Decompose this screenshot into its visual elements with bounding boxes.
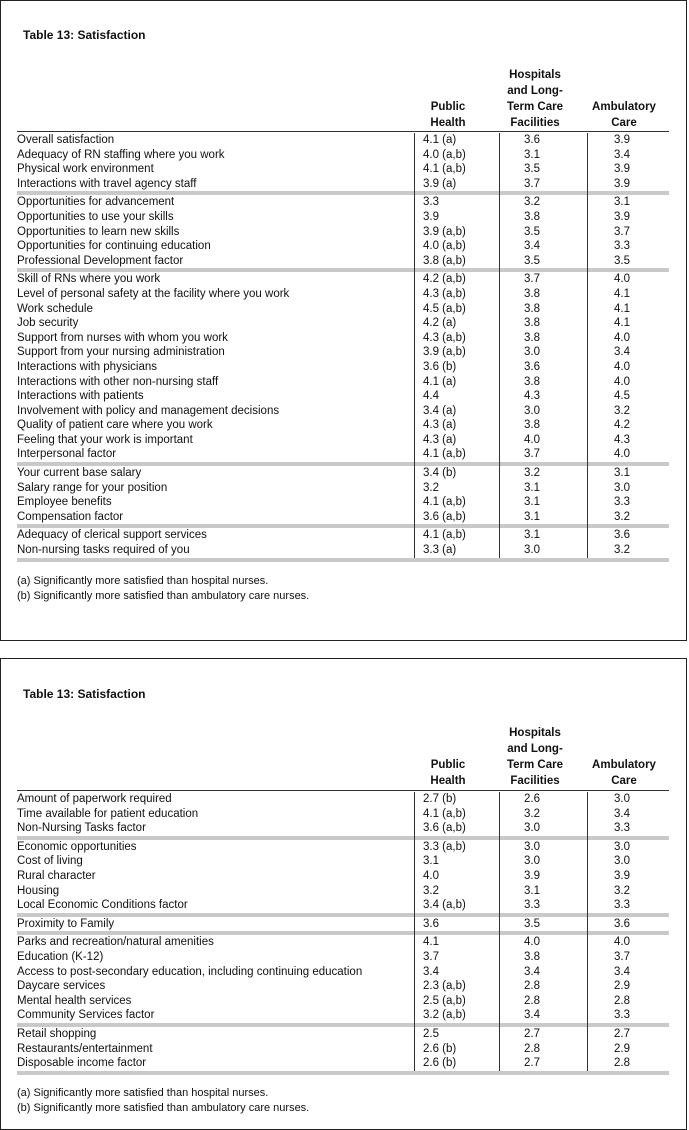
row-group	[17, 917, 669, 936]
ambulatory-value: 2.8	[614, 994, 630, 1007]
public-health-value: 4.1	[423, 936, 439, 949]
row-label: Opportunities for advancement	[17, 196, 175, 209]
row-label: Local Economic Conditions factor	[17, 899, 188, 912]
row-group	[17, 195, 669, 272]
ambulatory-value: 4.1	[614, 287, 630, 300]
column-divider	[587, 133, 588, 558]
row-label: Time available for patient education	[17, 807, 199, 820]
public-health-value: 4.3 (a)	[423, 419, 457, 432]
footnotes	[17, 1086, 309, 1116]
hospitals-value: 3.8	[524, 331, 540, 344]
row-label: Quality of patient care where you work	[17, 419, 213, 432]
row-label: Compensation factor	[17, 510, 124, 523]
table-row	[17, 433, 669, 448]
row-group	[17, 133, 669, 195]
table-row	[17, 898, 669, 913]
hospitals-value: 3.1	[524, 510, 540, 523]
public-health-value: 3.9 (a,b)	[423, 225, 466, 238]
hospitals-value: 3.5	[524, 917, 540, 930]
public-health-value: 4.1 (a,b)	[423, 163, 466, 176]
public-health-value: 3.2	[423, 884, 439, 897]
table-row	[17, 994, 669, 1009]
table-row	[17, 210, 669, 225]
table-row	[17, 495, 669, 510]
hospitals-value: 3.8	[524, 375, 540, 388]
public-health-value: 4.2 (a)	[423, 317, 457, 330]
ambulatory-value: 3.9	[614, 210, 630, 223]
table-row	[17, 466, 669, 481]
table-row	[17, 840, 669, 855]
ambulatory-value: 3.1	[614, 467, 630, 480]
hospitals-value: 3.8	[524, 302, 540, 315]
table-row	[17, 345, 669, 360]
public-health-value: 3.7	[423, 950, 439, 963]
table-row	[17, 331, 669, 346]
public-health-value: 4.1 (a,b)	[423, 496, 466, 509]
table-row	[17, 1042, 669, 1057]
ambulatory-value: 4.0	[614, 331, 630, 344]
hospitals-value: 3.6	[524, 360, 540, 373]
table-row	[17, 854, 669, 869]
table-row	[17, 965, 669, 980]
col-header-hospitals: Hospitals and Long- Term Care Facilities	[506, 69, 564, 129]
row-label: Your current base salary	[17, 467, 142, 480]
ambulatory-value: 3.7	[614, 950, 630, 963]
ambulatory-value: 4.0	[614, 360, 630, 373]
hospitals-value: 3.2	[524, 807, 540, 820]
row-label: Non-Nursing Tasks factor	[17, 822, 146, 835]
hospitals-value: 3.4	[524, 965, 540, 978]
table-row	[17, 272, 669, 287]
row-label: Retail shopping	[17, 1027, 97, 1040]
header-rule	[17, 790, 669, 791]
public-health-value: 3.6 (a,b)	[423, 822, 466, 835]
public-health-value: 2.7 (b)	[423, 793, 457, 805]
table-row	[17, 316, 669, 331]
ambulatory-value: 4.0	[614, 375, 630, 388]
table-row	[17, 418, 669, 433]
hospitals-value: 3.8	[524, 317, 540, 330]
public-health-value: 3.4	[423, 965, 439, 978]
hospitals-value: 3.9	[524, 869, 540, 882]
ambulatory-value: 3.6	[614, 529, 630, 542]
row-label: Economic opportunities	[17, 840, 137, 853]
row-label: Employee benefits	[17, 496, 112, 509]
hospitals-value: 3.0	[524, 822, 540, 835]
table-row	[17, 177, 669, 192]
table-number: Table 13:	[23, 687, 78, 701]
row-label: Opportunities for continuing education	[17, 240, 211, 253]
public-health-value: 3.6 (b)	[423, 360, 457, 373]
footnotes	[17, 574, 309, 604]
table-row	[17, 1008, 669, 1023]
public-health-value: 3.1	[423, 855, 439, 868]
ambulatory-value: 3.3	[614, 1009, 630, 1022]
table-row	[17, 389, 669, 404]
col-header-hospitals: Hospitals and Long- Term Care Facilities	[506, 727, 564, 787]
public-health-value: 3.4 (b)	[423, 467, 457, 480]
hospitals-value: 2.8	[524, 994, 540, 1007]
public-health-value: 4.1 (a)	[423, 134, 457, 146]
ambulatory-value: 3.2	[614, 510, 630, 523]
table-body	[17, 133, 669, 562]
public-health-value: 2.6 (b)	[423, 1057, 457, 1070]
row-group	[17, 792, 669, 840]
row-label: Housing	[17, 884, 60, 897]
hospitals-value: 3.5	[524, 163, 540, 176]
hospitals-value: 2.8	[524, 1042, 540, 1055]
public-health-value: 3.4 (a)	[423, 404, 457, 417]
row-label: Feeling that your work is important	[17, 433, 193, 446]
row-label: Skill of RNs where you work	[17, 273, 161, 286]
ambulatory-value: 2.9	[614, 1042, 630, 1055]
ambulatory-value: 3.2	[614, 884, 630, 897]
hospitals-value: 3.1	[524, 496, 540, 509]
public-health-value: 4.4	[423, 390, 439, 403]
hospitals-value: 3.2	[524, 196, 540, 209]
public-health-value: 4.3 (a)	[423, 433, 457, 446]
hospitals-value: 3.7	[524, 273, 540, 286]
public-health-value: 3.4 (a,b)	[423, 899, 466, 912]
col-header-public-health: Public Health	[430, 759, 466, 787]
hospitals-value: 3.5	[524, 225, 540, 238]
table-row	[17, 821, 669, 836]
table-row	[17, 404, 669, 419]
public-health-value: 3.2	[423, 481, 439, 494]
ambulatory-value: 3.3	[614, 496, 630, 509]
table-row	[17, 950, 669, 965]
row-label: Mental health services	[17, 994, 132, 1007]
hospitals-value: 3.0	[524, 346, 540, 359]
hospitals-value: 4.0	[524, 936, 540, 949]
public-health-value: 4.0	[423, 869, 439, 882]
hospitals-value: 2.7	[524, 1057, 540, 1070]
hospitals-value: 3.0	[524, 404, 540, 417]
ambulatory-value: 3.6	[614, 917, 630, 930]
table-row	[17, 225, 669, 240]
public-health-value: 4.0 (a,b)	[423, 240, 466, 253]
row-label: Restaurants/entertainment	[17, 1042, 153, 1055]
ambulatory-value: 3.3	[614, 899, 630, 912]
ambulatory-value: 3.4	[614, 965, 630, 978]
public-health-value: 4.0 (a,b)	[423, 148, 466, 161]
table-panel-2	[0, 658, 687, 1130]
table-number: Table 13:	[23, 28, 78, 42]
row-label: Job security	[17, 317, 79, 330]
hospitals-value: 4.3	[524, 390, 540, 403]
table-row	[17, 935, 669, 950]
ambulatory-value: 3.7	[614, 225, 630, 238]
hospitals-value: 3.0	[524, 840, 540, 853]
table-row	[17, 148, 669, 163]
col-header-ambulatory-care: Ambulatory Care	[592, 759, 656, 787]
footnote-b: (b) Significantly more satisfied than ambulatory care nurses.	[17, 590, 310, 602]
public-health-value: 3.8 (a,b)	[423, 254, 466, 267]
hospitals-value: 3.1	[524, 884, 540, 897]
row-label: Physical work environment	[17, 163, 154, 176]
ambulatory-value: 3.0	[614, 481, 630, 494]
row-label: Support from your nursing administration	[17, 346, 225, 359]
ambulatory-value: 4.0	[614, 936, 630, 949]
ambulatory-value: 3.1	[614, 196, 630, 209]
public-health-value: 3.9 (a)	[423, 177, 457, 190]
footnote-a: (a) Significantly more satisfied than hospital nurses.	[17, 575, 269, 587]
row-label: Non-nursing tasks required of you	[17, 544, 190, 557]
table-row	[17, 979, 669, 994]
hospitals-value: 3.8	[524, 210, 540, 223]
column-divider	[414, 792, 415, 1071]
hospitals-value: 3.7	[524, 177, 540, 190]
public-health-value: 3.3	[423, 196, 439, 209]
public-health-value: 3.9	[423, 210, 439, 223]
public-health-value: 3.2 (a,b)	[423, 1009, 466, 1022]
hospitals-value: 2.8	[524, 980, 540, 993]
hospitals-value: 3.8	[524, 950, 540, 963]
table-row	[17, 302, 669, 317]
row-label: Parks and recreation/natural amenities	[17, 936, 214, 949]
row-label: Level of personal safety at the facility where you work	[17, 287, 290, 300]
ambulatory-value: 3.0	[614, 793, 630, 805]
public-health-value: 2.5 (a,b)	[423, 994, 466, 1007]
table-row	[17, 254, 669, 269]
row-label: Adequacy of clerical support services	[17, 529, 207, 542]
public-health-value: 4.1 (a,b)	[423, 448, 466, 461]
row-label: Access to post-secondary education, including continuing education	[17, 965, 363, 978]
row-group	[17, 935, 669, 1027]
ambulatory-value: 3.5	[614, 254, 630, 267]
row-group	[17, 466, 669, 528]
row-label: Interactions with patients	[17, 390, 144, 403]
public-health-value: 4.5 (a,b)	[423, 302, 466, 315]
table-row	[17, 1056, 669, 1071]
row-group	[17, 528, 669, 561]
table-row	[17, 239, 669, 254]
column-divider	[587, 792, 588, 1071]
ambulatory-value: 4.5	[614, 390, 630, 403]
table-row	[17, 447, 669, 462]
public-health-value: 3.6 (a,b)	[423, 510, 466, 523]
ambulatory-value: 4.1	[614, 317, 630, 330]
column-divider	[414, 133, 415, 558]
ambulatory-value: 3.2	[614, 544, 630, 557]
ambulatory-value: 4.2	[614, 419, 630, 432]
ambulatory-value: 2.7	[614, 1027, 630, 1040]
public-health-value: 4.1 (a)	[423, 375, 457, 388]
public-health-value: 4.3 (a,b)	[423, 287, 466, 300]
public-health-value: 4.1 (a,b)	[423, 529, 466, 542]
hospitals-value: 3.4	[524, 240, 540, 253]
hospitals-value: 3.5	[524, 254, 540, 267]
row-label: Opportunities to learn new skills	[17, 225, 180, 238]
hospitals-value: 3.1	[524, 481, 540, 494]
hospitals-value: 2.6	[524, 793, 540, 805]
col-header-public-health: Public Health	[430, 101, 466, 129]
row-label: Daycare services	[17, 980, 106, 993]
ambulatory-value: 4.0	[614, 448, 630, 461]
public-health-value: 3.9 (a,b)	[423, 346, 466, 359]
table-row	[17, 543, 669, 558]
public-health-value: 4.1 (a,b)	[423, 807, 466, 820]
row-label: Salary range for your position	[17, 481, 168, 494]
row-label: Community Services factor	[17, 1009, 155, 1022]
footnote-a: (a) Significantly more satisfied than hospital nurses.	[17, 1087, 269, 1099]
row-label: Rural character	[17, 869, 96, 882]
hospitals-value: 3.8	[524, 287, 540, 300]
table-row	[17, 917, 669, 932]
row-label: Interactions with other non-nursing staff	[17, 375, 219, 388]
row-label: Amount of paperwork required	[17, 793, 172, 805]
row-label: Involvement with policy and management decisions	[17, 404, 280, 417]
footnote-b: (b) Significantly more satisfied than ambulatory care nurses.	[17, 1102, 310, 1114]
row-label: Overall satisfaction	[17, 134, 115, 146]
table-row	[17, 360, 669, 375]
ambulatory-value: 3.0	[614, 840, 630, 853]
hospitals-value: 3.1	[524, 148, 540, 161]
ambulatory-value: 3.3	[614, 240, 630, 253]
ambulatory-value: 2.8	[614, 1057, 630, 1070]
column-divider	[499, 133, 500, 558]
table-title-text: Satisfaction	[77, 28, 146, 42]
table-title	[23, 687, 145, 701]
table-title-text: Satisfaction	[77, 687, 146, 701]
ambulatory-value: 4.1	[614, 302, 630, 315]
ambulatory-value: 3.4	[614, 807, 630, 820]
ambulatory-value: 3.9	[614, 869, 630, 882]
public-health-value: 2.5	[423, 1027, 439, 1040]
table-row	[17, 510, 669, 525]
row-label: Adequacy of RN staffing where you work	[17, 148, 225, 161]
table-row	[17, 869, 669, 884]
hospitals-value: 3.4	[524, 1009, 540, 1022]
table-row	[17, 884, 669, 899]
table-row	[17, 162, 669, 177]
row-label: Interpersonal factor	[17, 448, 117, 461]
ambulatory-value: 3.9	[614, 163, 630, 176]
ambulatory-value: 3.9	[614, 177, 630, 190]
table-row	[17, 195, 669, 210]
hospitals-value: 3.2	[524, 467, 540, 480]
ambulatory-value: 3.2	[614, 404, 630, 417]
hospitals-value: 4.0	[524, 433, 540, 446]
table-body	[17, 792, 669, 1075]
row-label: Work schedule	[17, 302, 93, 315]
public-health-value: 2.3 (a,b)	[423, 980, 466, 993]
ambulatory-value: 3.4	[614, 148, 630, 161]
table-row	[17, 807, 669, 822]
table-row	[17, 792, 669, 807]
public-health-value: 3.3 (a,b)	[423, 840, 466, 853]
row-label: Proximity to Family	[17, 917, 115, 930]
column-divider	[499, 792, 500, 1071]
row-label: Interactions with physicians	[17, 360, 157, 373]
header-rule	[17, 131, 669, 132]
table-row	[17, 375, 669, 390]
ambulatory-value: 3.3	[614, 822, 630, 835]
hospitals-value: 2.7	[524, 1027, 540, 1040]
row-label: Cost of living	[17, 855, 83, 868]
public-health-value: 4.2 (a,b)	[423, 273, 466, 286]
row-group	[17, 840, 669, 917]
hospitals-value: 3.0	[524, 544, 540, 557]
ambulatory-value: 3.0	[614, 855, 630, 868]
public-health-value: 2.6 (b)	[423, 1042, 457, 1055]
ambulatory-value: 3.4	[614, 346, 630, 359]
public-health-value: 4.3 (a,b)	[423, 331, 466, 344]
table-row	[17, 528, 669, 543]
row-label: Interactions with travel agency staff	[17, 177, 197, 190]
table-row	[17, 1027, 669, 1042]
hospitals-value: 3.1	[524, 529, 540, 542]
table-row	[17, 133, 669, 148]
public-health-value: 3.6	[423, 917, 439, 930]
row-label: Disposable income factor	[17, 1057, 147, 1070]
ambulatory-value: 2.9	[614, 980, 630, 993]
row-label: Professional Development factor	[17, 254, 184, 267]
ambulatory-value: 4.0	[614, 273, 630, 286]
table-title	[23, 28, 145, 42]
hospitals-value: 3.8	[524, 419, 540, 432]
col-header-ambulatory-care: Ambulatory Care	[592, 101, 656, 129]
ambulatory-value: 3.9	[614, 134, 630, 146]
hospitals-value: 3.3	[524, 899, 540, 912]
row-group	[17, 1027, 669, 1075]
row-label: Opportunities to use your skills	[17, 210, 174, 223]
hospitals-value: 3.7	[524, 448, 540, 461]
row-label: Education (K-12)	[17, 950, 104, 963]
public-health-value: 3.3 (a)	[423, 544, 457, 557]
ambulatory-value: 4.3	[614, 433, 630, 446]
hospitals-value: 3.6	[524, 134, 540, 146]
hospitals-value: 3.0	[524, 855, 540, 868]
table-row	[17, 287, 669, 302]
row-group	[17, 272, 669, 466]
table-row	[17, 481, 669, 496]
row-label: Support from nurses with whom you work	[17, 331, 228, 344]
